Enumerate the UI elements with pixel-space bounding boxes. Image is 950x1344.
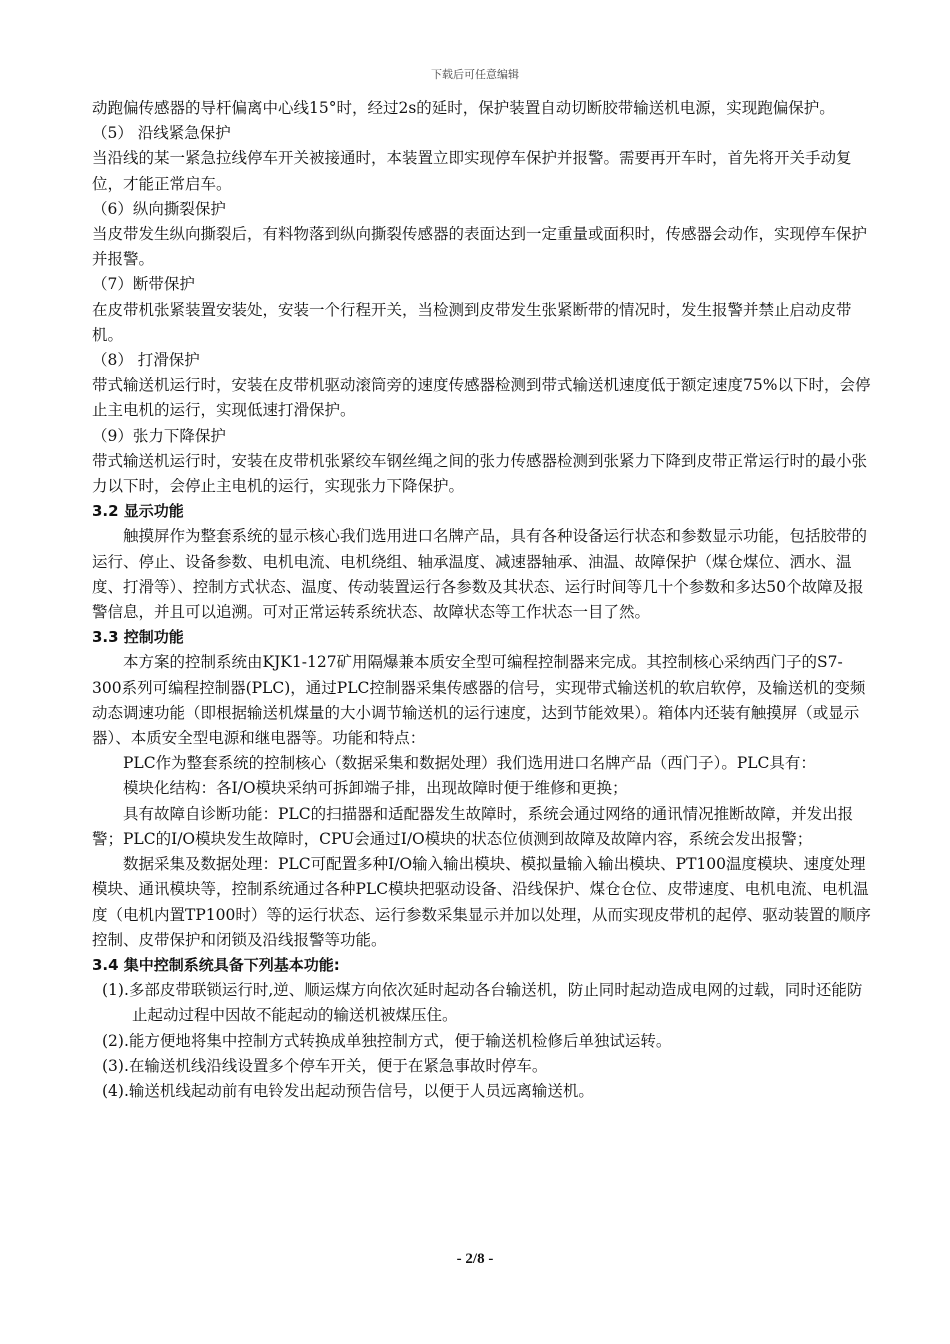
page-number: - 2/8 - (456, 1251, 494, 1267)
paragraph: PLC作为整套系统的控制核心（数据采集和数据处理）我们选用进口名牌产品（西门子）。PLC具有： (123, 754, 816, 773)
subsection-heading: （5） 沿线紧急保护 (92, 124, 231, 143)
subsection-heading: （8） 打滑保护 (92, 351, 200, 370)
paragraph: 带式输送机运行时，安装在皮带机驱动滚筒旁的速度传感器检测到带式输送机速度低于额定速度75%以下时，会停止主电机的运行，实现低速打滑保护。 (92, 376, 871, 420)
subsection-heading: （6）纵向撕裂保护 (92, 199, 226, 218)
subsection-heading: （9）张力下降保护 (92, 426, 226, 445)
paragraph: 在皮带机张紧装置安装处，安装一个行程开关，当检测到皮带发生张紧断带的情况时，发生报警并禁止启动皮带机。 (92, 300, 852, 344)
list-item: (2).能方便地将集中控制方式转换成单独控制方式，便于输送机检修后单独试运转。 (102, 1031, 672, 1050)
subsection-heading: （7）断带保护 (92, 275, 195, 294)
paragraph: 带式输送机运行时，安装在皮带机张紧绞车钢丝绳之间的张力传感器检测到张紧力下降到皮带正常运行时的最小张力以下时，会停止主电机的运行，实现张力下降保护。 (92, 451, 868, 496)
list-item: (4).输送机线起动前有电铃发出起动预告信号，以便于人员远离输送机。 (102, 1081, 594, 1100)
paragraph: 动跑偏传感器的导杆偏离中心线15°时，经过2s的延时，保护装置自动切断胶带输送机电源，实现跑偏保护。 (92, 99, 835, 117)
paragraph: 当皮带发生纵向撕裂后，有料物落到纵向撕裂传感器的表面达到一定重量或面积时，传感器会动作，实现停车保护并报警。 (92, 225, 868, 269)
paragraph: 数据采集及数据处理：PLC可配置多种I/O输入输出模块、模拟量输入输出模块、PT100温度模块、速度处理模块、通讯模块等，控制系统通过各种PLC模块把驱动设备、沿线保护、煤仓仓位、皮带速度、电机电流、电机温度（电机内置TP100时）等的运行状态、运行参数采集显示并加以处理，从而实现皮带机的起停、驱动装置的顺序控制、皮带保护和闭锁及沿线报警等功能。 (92, 855, 871, 949)
paragraph: 触摸屏作为整套系统的显示核心我们选用进口名牌产品，具有各种设备运行状态和参数显示功能，包括胶带的运行、停止、设备参数、电机电流、电机绕组、轴承温度、减速器轴承、油温、故障保护（煤仓煤位、洒水、温度、打滑等）、控制方式状态、温度、传动装置运行各参数及其状态、运行时间等几十个参数和多达50个故障及报警信息，并且可以追溯。可对正常运转系统状态、故障状态等工作状态一目了然。 (92, 527, 868, 622)
document-body (92, 96, 872, 1104)
list-item: (3).在输送机线沿线设置多个停车开关，便于在紧急事故时停车。 (102, 1056, 548, 1075)
section-heading: 3.3 控制功能 (92, 628, 184, 647)
page-header: 下载后可任意编辑 (431, 68, 519, 81)
paragraph: 当沿线的某一紧急拉线停车开关被接通时，本装置立即实现停车保护并报警。需要再开车时，首先将开关手动复位，才能正常启车。 (92, 149, 852, 193)
section-heading: 3.4 集中控制系统具备下列基本功能: (92, 955, 340, 974)
paragraph: 具有故障自诊断功能：PLC的扫描器和适配器发生故障时，系统会通过网络的通讯情况推断故障，并发出报警；PLC的I/O模块发生故障时，CPU会通过I/O模块的状态位侦测到故障及故障内容，系统会发出报警； (92, 804, 854, 848)
list-item: (1).多部皮带联锁运行时,逆、顺运煤方向依次延时起动各台输送机，防止同时起动造成电网的过载，同时还能防止起动过程中因故不能起动的输送机被煤压住。 (102, 981, 863, 1025)
section-heading: 3.2 显示功能 (92, 502, 184, 521)
paragraph: 模块化结构：各I/O模块采纳可拆卸端子排，出现故障时便于维修和更换； (123, 779, 628, 798)
paragraph: 本方案的控制系统由KJK1-127矿用隔爆兼本质安全型可编程控制器来完成。其控制核心采纳西门子的S7-300系列可编程控制器(PLC)，通过PLC控制器采集传感器的信号，实现带式输送机的软启软停，及输送机的变频动态调速功能（即根据输送机煤量的大小调节输送机的运行速度，达到节能效果）。箱体内还装有触摸屏（或显示器）、本质安全型电源和继电器等。功能和特点： (92, 653, 866, 748)
